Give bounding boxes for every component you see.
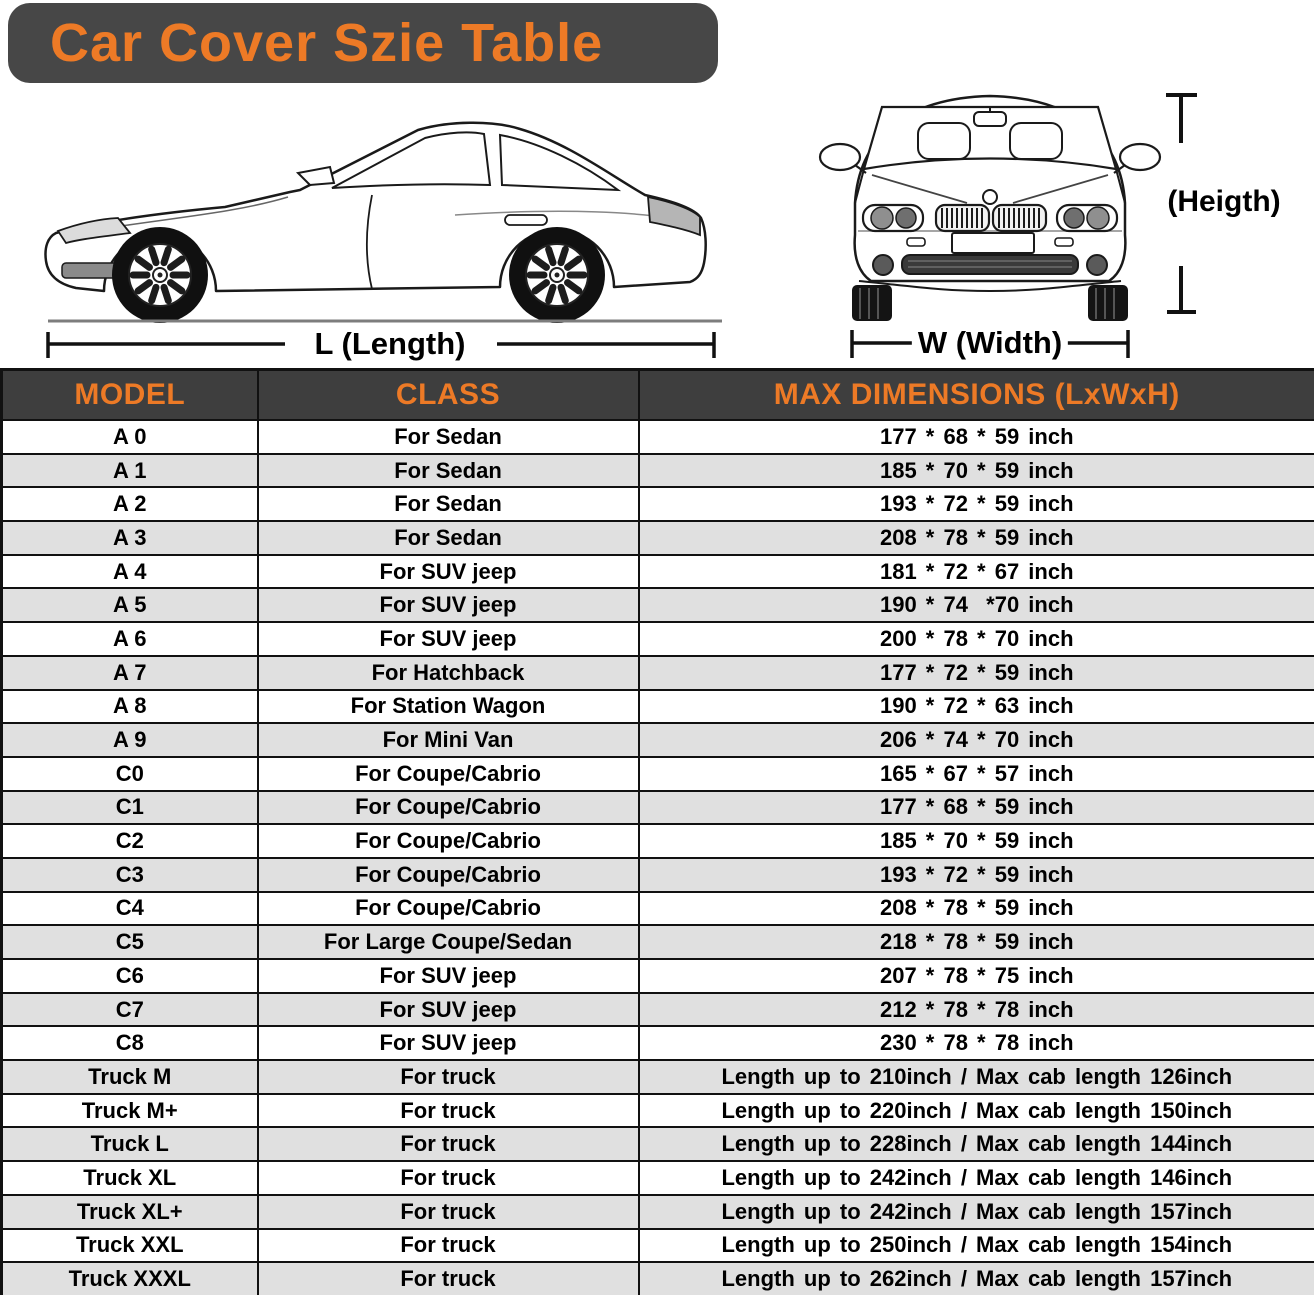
cell-vclass: For Coupe/Cabrio [258, 892, 639, 926]
cell-dims: Length up to 250inch / Max cab length 154inch [639, 1229, 1314, 1263]
length-label: L (Length) [309, 326, 472, 362]
cell-dims: 207 * 78 * 75 inch [639, 959, 1314, 993]
size-table [0, 368, 1314, 1295]
cell-model: Truck M+ [2, 1094, 258, 1128]
cell-model: A 3 [2, 521, 258, 555]
door-handle [505, 215, 547, 225]
cell-dims: Length up to 242inch / Max cab length 146inch [639, 1161, 1314, 1195]
cell-vclass: For SUV jeep [258, 993, 639, 1027]
cell-vclass: For Sedan [258, 420, 639, 454]
height-label: (Heigth) [1161, 185, 1286, 219]
rearview-mirror [974, 112, 1006, 126]
cell-dims: 190 * 74 *70 inch [639, 588, 1314, 622]
table-row [2, 521, 1314, 555]
table-row [2, 1262, 1314, 1295]
car-diagrams [0, 85, 1314, 368]
cell-vclass: For truck [258, 1262, 639, 1295]
cell-model: Truck XXL [2, 1229, 258, 1263]
side-mirror [298, 167, 334, 185]
cell-vclass: For SUV jeep [258, 1026, 639, 1060]
cell-dims: 230 * 78 * 78 inch [639, 1026, 1314, 1060]
table-row [2, 555, 1314, 589]
seat-headrest-left [918, 123, 970, 159]
cell-model: C4 [2, 892, 258, 926]
cell-model: C0 [2, 757, 258, 791]
cell-vclass: For Coupe/Cabrio [258, 824, 639, 858]
cell-dims: 193 * 72 * 59 inch [639, 858, 1314, 892]
table-row [2, 487, 1314, 521]
cell-model: A 4 [2, 555, 258, 589]
table-row [2, 892, 1314, 926]
cell-dims: Length up to 220inch / Max cab length 150inch [639, 1094, 1314, 1128]
table-row [2, 723, 1314, 757]
cell-dims: 212 * 78 * 78 inch [639, 993, 1314, 1027]
table-row [2, 588, 1314, 622]
fog-light-left [873, 255, 893, 275]
cell-dims: 218 * 78 * 59 inch [639, 925, 1314, 959]
left-mirror [820, 144, 860, 170]
table-row [2, 622, 1314, 656]
cell-vclass: For SUV jeep [258, 555, 639, 589]
cell-dims: 190 * 72 * 63 inch [639, 690, 1314, 724]
cell-vclass: For Sedan [258, 454, 639, 488]
cell-vclass: For truck [258, 1060, 639, 1094]
cell-dims: 181 * 72 * 67 inch [639, 555, 1314, 589]
cell-vclass: For Coupe/Cabrio [258, 757, 639, 791]
cell-model: A 7 [2, 656, 258, 690]
table-row [2, 959, 1314, 993]
cell-dims: Length up to 242inch / Max cab length 157inch [639, 1195, 1314, 1229]
air-intake [873, 255, 1107, 275]
cell-dims: Length up to 210inch / Max cab length 126inch [639, 1060, 1314, 1094]
cell-model: A 0 [2, 420, 258, 454]
cell-model: C7 [2, 993, 258, 1027]
cell-model: A 6 [2, 622, 258, 656]
cell-model: C6 [2, 959, 258, 993]
cell-model: C8 [2, 1026, 258, 1060]
size-table-body [2, 420, 1314, 1295]
cell-vclass: For SUV jeep [258, 588, 639, 622]
table-row [2, 1161, 1314, 1195]
cell-model: C1 [2, 791, 258, 825]
table-row [2, 656, 1314, 690]
title-banner [8, 3, 718, 83]
cell-vclass: For Sedan [258, 487, 639, 521]
table-row [2, 1094, 1314, 1128]
cell-vclass: For Large Coupe/Sedan [258, 925, 639, 959]
table-row [2, 824, 1314, 858]
cell-dims: Length up to 262inch / Max cab length 157inch [639, 1262, 1314, 1295]
rear-wheel [509, 227, 605, 323]
cell-vclass: For truck [258, 1195, 639, 1229]
cell-model: Truck M [2, 1060, 258, 1094]
table-row [2, 1026, 1314, 1060]
cell-vclass: For Mini Van [258, 723, 639, 757]
cell-vclass: For truck [258, 1094, 639, 1128]
seat-headrest-right [1010, 123, 1062, 159]
cell-dims: 177 * 68 * 59 inch [639, 791, 1314, 825]
table-header-row [2, 370, 1314, 421]
right-mirror [1120, 144, 1160, 170]
cell-model: A 8 [2, 690, 258, 724]
column-header-class: CLASS [258, 370, 639, 421]
table-row [2, 858, 1314, 892]
table-row [2, 791, 1314, 825]
table-row [2, 993, 1314, 1027]
cell-model: C3 [2, 858, 258, 892]
brand-emblem [983, 190, 997, 204]
cell-vclass: For Station Wagon [258, 690, 639, 724]
cell-model: A 1 [2, 454, 258, 488]
cell-vclass: For Coupe/Cabrio [258, 791, 639, 825]
cell-vclass: For truck [258, 1127, 639, 1161]
table-row [2, 1195, 1314, 1229]
cell-vclass: For Hatchback [258, 656, 639, 690]
table-row [2, 1229, 1314, 1263]
cell-dims: Length up to 228inch / Max cab length 144inch [639, 1127, 1314, 1161]
cell-model: Truck XL+ [2, 1195, 258, 1229]
cell-model: A 2 [2, 487, 258, 521]
table-row [2, 925, 1314, 959]
cell-model: Truck XXXL [2, 1262, 258, 1295]
table-row [2, 1060, 1314, 1094]
table-row [2, 420, 1314, 454]
cell-dims: 185 * 70 * 59 inch [639, 454, 1314, 488]
cell-dims: 165 * 67 * 57 inch [639, 757, 1314, 791]
cell-model: Truck XL [2, 1161, 258, 1195]
cell-vclass: For SUV jeep [258, 959, 639, 993]
cell-dims: 185 * 70 * 59 inch [639, 824, 1314, 858]
cell-model: C5 [2, 925, 258, 959]
cell-vclass: For truck [258, 1229, 639, 1263]
table-row [2, 690, 1314, 724]
table-row [2, 757, 1314, 791]
cell-vclass: For Sedan [258, 521, 639, 555]
cell-model: Truck L [2, 1127, 258, 1161]
front-wheel [112, 227, 208, 323]
license-plate [952, 233, 1034, 253]
cell-dims: 200 * 78 * 70 inch [639, 622, 1314, 656]
fog-light-right [1087, 255, 1107, 275]
cell-vclass: For Coupe/Cabrio [258, 858, 639, 892]
column-header-max-dimensions: MAX DIMENSIONS (LxWxH) [639, 370, 1314, 421]
cell-model: A 9 [2, 723, 258, 757]
cell-vclass: For truck [258, 1161, 639, 1195]
cell-dims: 193 * 72 * 59 inch [639, 487, 1314, 521]
cell-dims: 206 * 74 * 70 inch [639, 723, 1314, 757]
cell-dims: 208 * 78 * 59 inch [639, 521, 1314, 555]
cell-model: C2 [2, 824, 258, 858]
cell-dims: 177 * 68 * 59 inch [639, 420, 1314, 454]
cell-model: A 5 [2, 588, 258, 622]
cell-dims: 208 * 78 * 59 inch [639, 892, 1314, 926]
table-row [2, 1127, 1314, 1161]
width-label: W (Width) [912, 325, 1068, 361]
column-header-model: MODEL [2, 370, 258, 421]
cell-vclass: For SUV jeep [258, 622, 639, 656]
cell-dims: 177 * 72 * 59 inch [639, 656, 1314, 690]
page-title: Car Cover Szie Table [50, 13, 604, 73]
table-row [2, 454, 1314, 488]
